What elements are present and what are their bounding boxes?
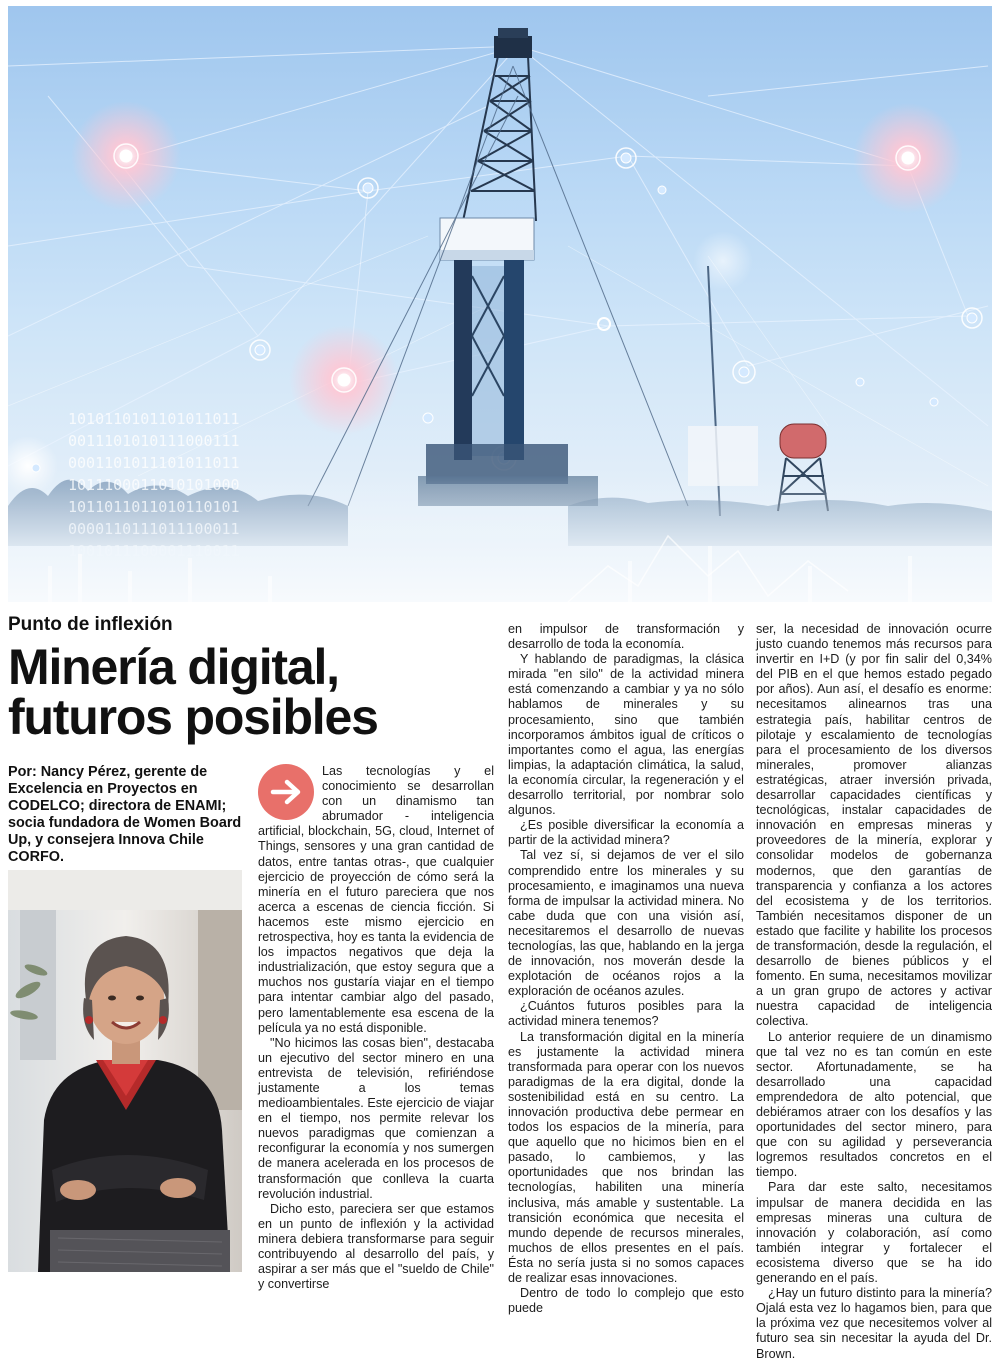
paragraph: ¿Hay un futuro distinto para la minería? Ojalá esta vez lo hagamos bien, para que la próxima vez que necesitemos volver al futuro sea sin necesitar la ayuda del Dr. Brown. [756, 1286, 992, 1361]
kicker: Punto de inflexión [8, 614, 173, 635]
paragraph: en impulsor de transformación y desarrollo de toda la economía. [508, 622, 744, 652]
paragraph: ser, la necesidad de innovación ocurre justo cuando tenemos más recursos para invertir en I+D (y por fin salir del 0,34% del PIB en el que hemos estado pegado por años). Aun así, el desafío es enorme: necesitamos alinearnos tras una estrategia país, habilitar centros de pilotaje y escalamiento de tecnologías para el procesamiento de los diversos minerales, promover alianzas estratégicas, atraer inversión privada, desarrollar capacidades científicas y tecnológicas, instalar capacidades de innovación en empresas mineras y proveedores de la minería, explorar y consolidar modelos de gobernanza modernos, que den garantías de transparencia y confianza a los actores del ecosistema y de los territorios. También necesitamos disponer de un estado que facilite y habilite los procesos de transformación, desde la regulación, el desarrollo de bienes públicos y el fomento. En suma, necesitamos movilizar a un gran grupo de actores y activar nuestra capacidad de inteligencia colectiva. [756, 622, 992, 1029]
paragraph: Dicho esto, pareciera ser que estamos en un punto de inflexión y la actividad minera debiera transformarse para seguir contribuyendo al desarrollo del país, y aspirar a ser más que el "sueldo de Chile" y convertirse [258, 1201, 494, 1292]
headline: Minería digital, futuros posibles [8, 639, 378, 745]
article-column-3 [756, 622, 992, 1362]
paragraph: Dentro de todo lo complejo que esto puede [508, 1286, 744, 1316]
hero-image [8, 6, 992, 602]
binary-row: 0001101011101011011 [68, 454, 240, 472]
binary-row: 1010110101101011011 [68, 410, 240, 428]
article-column-1 [258, 764, 494, 1292]
drilling-rig-illustration [8, 6, 992, 602]
byline: Por: Nancy Pérez, gerente de Excelencia en Proyectos en CODELCO; directora de ENAMI; socia fundadora de Women Board Up, y consejera Innova Chile CORFO. [8, 764, 242, 865]
binary-row: 0011101010111000111 [68, 432, 240, 450]
paragraph: Lo anterior requiere de un dinamismo que tal vez no es tan común en este sector. Afortunadamente, se ha desarrollado una capacidad emprendedora de alto potencial, que debiéramos atraer con los desafíos y las oportunidades del sector minero, para que con su agilidad y perseverancia logremos resultados concretos en el tiempo. [756, 1029, 992, 1180]
article-column-2 [508, 622, 744, 1316]
paragraph: La transformación digital en la minería es justamente la actividad minera transformada para operar con los nuevos paradigmas de la era digital, donde la sostenibilidad está en su centro. La innovación productiva debe permear en todos los espacios de la minería, para que aquello que no hicimos bien en el pasado, lo cambiemos, y las oportunidades que nos brindan las tecnologías, habiliten una minería inclusiva, más amable y sustentable. La transición económica que necesita el mundo depende de recursos minerales, muchos de ellos presentes en el país. Ésta no sería justa si no somos capaces de realizar esas innovaciones. [508, 1029, 744, 1286]
question: ¿Cuántos futuros posibles para la actividad minera tenemos? [508, 999, 744, 1029]
author-photo [8, 870, 242, 1272]
question: ¿Es posible diversificar la economía a partir de la actividad minera? [508, 818, 744, 848]
paragraph: Las tecnologías y el conocimiento se desarrollan con un dinamismo tan abrumador - inteligencia artificial, blockchain, 5G, cloud, Internet of Things, sensores y una gran cantidad de datos, entre tantas otras-, que cualquier ejercicio de proyección de cómo será la minería en el futuro pareciera que nos acerca a escenas de ciencia ficción. Si hacemos este mismo ejercicio en retrospectiva, hoy es tanta la evidencia de los impactos negativos que deja la industrialización, que estoy segura que a muchos nos gustaría viajar en el tiempo para intentar cambiar algo del pasado, pero lamentablemente esa escena de la película ya no está disponible. [258, 764, 494, 1035]
paragraph: "No hicimos las cosas bien", destacaba un ejecutivo del sector minero en una entrevista de televisión, refiriéndose justamente a los temas medioambientales. Este ejercicio de viajar en el tiempo, nos permite relevar los nuevos paradigmas que comienzan a reconfigurar la economía y nos sumergen de manera acelerada en los procesos de transformación que conlleva la cuarta revolución industrial. [258, 1035, 494, 1201]
paragraph: Para dar este salto, necesitamos impulsar de manera decidida en las empresas mineras una cultura de innovación y colaboración, así como también integrar y fortalecer el ecosistema diverso que se ha ido generando en el país. [756, 1180, 992, 1286]
paragraph: Y hablando de paradigmas, la clásica mirada "en silo" de la actividad minera está comenzando a cambiar y ya no sólo hablamos de minerales y su procesamiento, sino que también incorporamos ámbitos igual de críticos o importantes como el agua, las energías limpias, la adaptación climática, la salud, la economía circular, la regeneración y el desarrollo territorial, por nombrar solo algunos. [508, 652, 744, 818]
paragraph: Tal vez sí, si dejamos de ver el silo comprendido entre los minerales y su procesamiento, e imaginamos una nueva forma de impulsar la actividad minera. No cabe duda que con una visión así, necesitaremos el desarrollo de nuevas tecnologías, las que, hablando en la jerga de innovación, nos moverán desde la explotación de océanos rojos a la exploración de océanos azules. [508, 848, 744, 999]
